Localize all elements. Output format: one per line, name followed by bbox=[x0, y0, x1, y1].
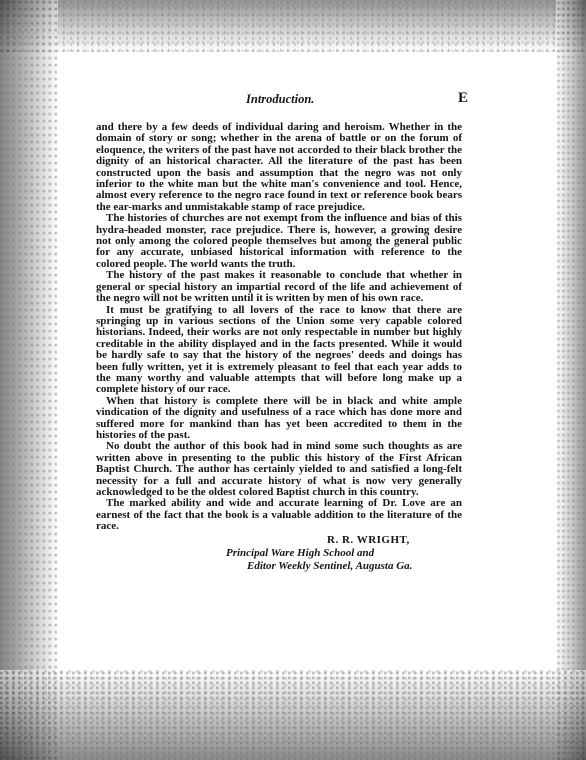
paragraph-2: The histories of churches are not exempt from the influence and bias of this hydra-headed monster, race prejudice. There is, however, a growing desire not only among the colored people themselves but among the general public for any accurate, unbiased historical information with reference to the colored people. The world wants the truth. bbox=[96, 212, 462, 270]
book-page bbox=[96, 90, 468, 581]
signature-title-line-2: Editor Weekly Sentinel, Augusta Ga. bbox=[247, 559, 413, 572]
paragraph-6: No doubt the author of this book had in mind some such thoughts as are written above in presenting to the public this history of the First African Baptist Church. The author has certainly yielded to and satisfied a long-felt necessity for a full and accurate history of what is now very generally acknowledged to be the oldest colored Baptist church in this country. bbox=[96, 440, 462, 498]
paragraph-1: and there by a few deeds of individual daring and heroism. Whether in the domain of story or song; whether in the arena of battle or on the forum of eloquence, the writers of the past have not accorded to their black brother the dignity of an historical character. All the literature of the past has been constructed upon the basis and assumption that the negro was not only inferior to the white man but the white man's convenience and tool. Hence, almost every reference to the negro race found in text or reference book bears the ear-marks and unmistakable stamp of race prejudice. bbox=[96, 121, 462, 213]
signature-title-line-1: Principal Ware High School and bbox=[226, 546, 375, 559]
scan-edge-left bbox=[0, 0, 58, 760]
page-number: E bbox=[457, 90, 468, 106]
paragraph-4: It must be gratifying to all lovers of the race to know that there are springing up in various sections of the Union some very capable colored historians. Indeed, their works are not only respectable in number but highly creditable in the ability displayed and in the facts presented. While it would be hardly safe to say that the history of the negroes' deeds and doings has been fully written, yet it is extremely pleasant to feel that each year adds to the many worthy and valuable attempts that will before long make up a complete history of our race. bbox=[96, 303, 462, 396]
scan-edge-bottom bbox=[0, 670, 586, 760]
paragraph-3: The history of the past makes it reasonable to conclude that whether in general or special history an impartial record of the life and achievement of the negro will not be written until it is written by men of his own race. bbox=[96, 269, 462, 305]
paragraph-7: The marked ability and wide and accurate learning of Dr. Love are an earnest of the fact that the book is a valuable addition to the literature of the race. bbox=[96, 497, 462, 533]
signature-block bbox=[96, 533, 462, 581]
body-text bbox=[96, 122, 462, 533]
scan-edge-right bbox=[556, 0, 586, 760]
running-head: Introduction. bbox=[246, 92, 315, 106]
signature-name: R. R. WRIGHT, bbox=[327, 533, 410, 546]
scan-edge-top bbox=[0, 0, 586, 52]
page-header bbox=[96, 90, 468, 112]
paragraph-5: When that history is complete there will be in black and white ample vindication of the dignity and usefulness of a race which has done more and suffered more for mankind than has yet been accredited to them in the histories of the past. bbox=[96, 394, 462, 441]
